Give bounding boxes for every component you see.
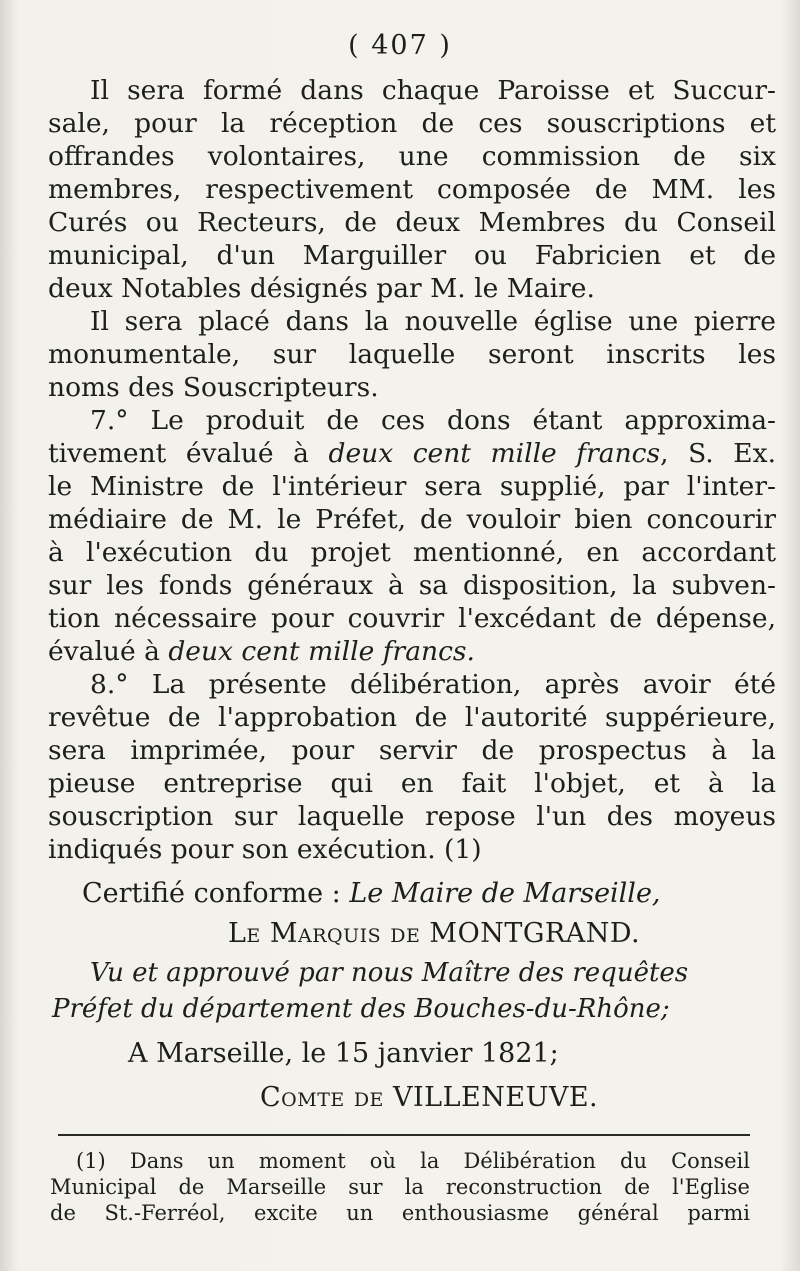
certification-label: Certifié conforme :	[82, 878, 350, 909]
text-line: Il sera placé dans la nouvelle église une pierre	[90, 306, 776, 337]
footnote-line: Municipal de Marseille sur la reconstruction de l'Eglise	[50, 1175, 750, 1199]
article-7-line: 7.° Le produit de ces dons étant approxima-	[90, 405, 776, 436]
article-7-line	[48, 437, 776, 470]
article-7-line: tion nécessaire pour couvrir l'excédant de dépense,	[48, 603, 776, 634]
article-8-line: revêtue de l'approbation de l'autorité suppérieure,	[48, 702, 776, 733]
certification-title: Le Maire de Marseille,	[349, 878, 661, 909]
footnote	[50, 1148, 750, 1226]
amount-italic: deux cent mille francs	[328, 438, 661, 469]
article-7-line: médiaire de M. le Préfet, de vouloir bien concourir	[48, 504, 776, 535]
article-8-line: pieuse entreprise qui en fait l'objet, et à la	[48, 768, 776, 799]
text-run: évalué à	[48, 636, 169, 667]
article-8-line: souscription sur laquelle repose l'un des moyeus	[48, 801, 776, 832]
approval-line: Préfet du département des Bouches-du-Rhône;	[52, 994, 670, 1024]
article-7-line: sur les fonds généraux à sa disposition, la subven-	[48, 570, 776, 601]
page-number: ( 407 )	[348, 30, 452, 61]
text-run: , S. Ex.	[660, 438, 776, 469]
article-8-line: 8.° La présente délibération, après avoir été	[90, 669, 776, 700]
article-8-line: sera imprimée, pour servir de prospectus à la	[48, 735, 776, 766]
footnote-line: (1) Dans un moment où la Délibération du Conseil	[76, 1149, 750, 1173]
text-line: deux Notables désignés par M. le Maire.	[48, 273, 595, 304]
article-8-line: indiqués pour son exécution. (1)	[48, 834, 482, 865]
text-line: offrandes volontaires, une commission de six	[48, 141, 776, 172]
prefect-signature: Comte de VILLENEUVE.	[260, 1082, 599, 1113]
date-line: A Marseille, le 15 janvier 1821;	[128, 1038, 559, 1069]
text-line: Il sera formé dans chaque Paroisse et Succur-	[90, 75, 776, 106]
article-7-line: le Ministre de l'intérieur sera supplié, par l'inter-	[48, 471, 776, 502]
footnote-divider	[58, 1134, 750, 1136]
text-line: sale, pour la réception de ces souscriptions et	[48, 108, 776, 139]
text-line: monumentale, sur laquelle seront inscrits les	[48, 339, 776, 370]
footnote-line: de St.-Ferréol, excite un enthousiasme général parmi	[50, 1201, 750, 1225]
text-line: noms des Souscripteurs.	[48, 372, 379, 403]
text-line: municipal, d'un Marguiller ou Fabricien et de	[48, 240, 776, 271]
text-line: Curés ou Recteurs, de deux Membres du Conseil	[48, 207, 776, 238]
body-text	[48, 74, 776, 866]
text-run: tivement évalué à	[48, 438, 329, 469]
amount-italic: deux cent mille francs.	[168, 636, 475, 667]
article-7-line	[48, 635, 776, 668]
text-line: membres, respectivement composée de MM. les	[48, 174, 776, 205]
mayor-signature: Le Marquis de MONTGRAND.	[228, 918, 641, 949]
approval-line: Vu et approuvé par nous Maître des requêtes	[90, 958, 689, 988]
article-7-line: à l'exécution du projet mentionné, en accordant	[48, 537, 776, 568]
certification-line	[82, 878, 661, 909]
